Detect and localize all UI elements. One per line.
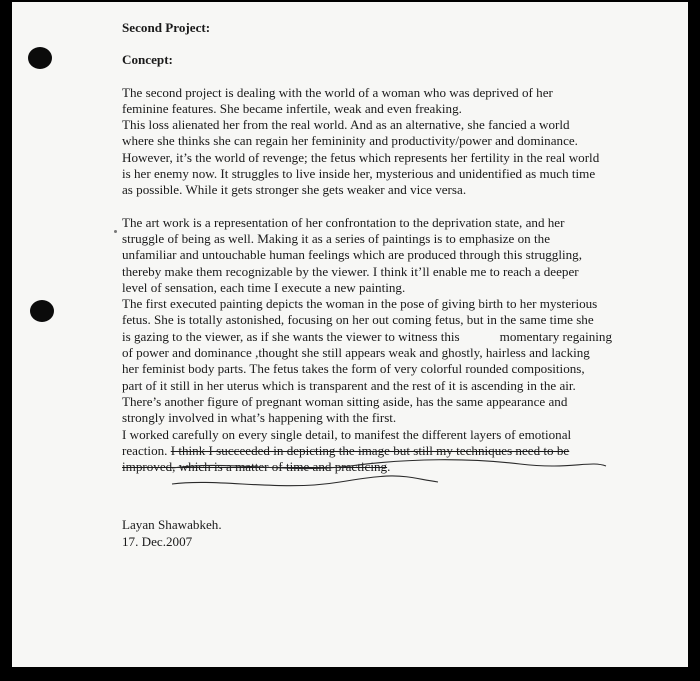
text-line: unfamiliar and untouchable human feelings which are produced through this struggling, [122, 247, 582, 263]
text-line: struggle of being as well. Making it as a series of paintings is to emphasize on the [122, 230, 551, 246]
signature-date: 17. Dec.2007 [122, 533, 193, 549]
text-line: fetus. She is totally astonished, focusing on her out coming fetus, but in the same time she [122, 312, 594, 328]
text-line: I worked carefully on every single detail, to manifest the different layers of emotional [122, 426, 572, 442]
text-line: where she thinks she can regain her femininity and productivity/power and dominance. [122, 133, 578, 149]
text-line-gazing [122, 329, 622, 345]
signature-name: Layan Shawabkeh. [122, 517, 222, 533]
paper-speck [114, 230, 117, 233]
text-segment: . [387, 459, 391, 475]
text-line: of power and dominance ,thought she still appears weak and ghostly, hairless and lacking [122, 345, 590, 361]
text-line: The art work is a representation of her confrontation to the deprivation state, and her [122, 214, 565, 230]
text-line: her feminist body parts. The fetus takes the form of very colorful rounded compositions, [122, 361, 585, 377]
text-segment: momentary regaining [499, 328, 613, 344]
text-line: This loss alienated her from the real world. And as an alternative, she fancied a world [122, 117, 570, 133]
text-line: There’s another figure of pregnant woman sitting aside, has the same appearance and [122, 393, 568, 409]
text-line: The second project is dealing with the world of a woman who was deprived of her [122, 84, 553, 100]
text-line: level of sensation, each time I execute a new painting. [122, 279, 406, 295]
text-line: thereby make them recognizable by the viewer. I think it’ll enable me to reach a deeper [122, 263, 579, 279]
text-line: part of it still in her uterus which is transparent and the rest of it is ascending in the air. [122, 377, 576, 393]
paragraph-2 [122, 215, 622, 476]
scribble-stroke-1 [172, 460, 606, 469]
punch-hole-middle [30, 300, 54, 322]
paragraph-1 [122, 85, 622, 199]
punch-hole-top [28, 47, 52, 69]
text-segment: reaction. [122, 442, 171, 458]
text-line: However, it’s the world of revenge; the fetus which represents her fertility in the real world [122, 149, 600, 165]
scribble-stroke-2 [172, 476, 438, 486]
text-segment: is gazing to the viewer, as if she wants the viewer to witness this [122, 328, 460, 344]
struck-text: improved, which is a matter of time and practicing [122, 459, 388, 475]
text-line: as possible. While it gets stronger she gets weaker and vice versa. [122, 182, 467, 198]
document-heading: Second Project: [122, 20, 211, 35]
text-line: strongly involved in what’s happening with the first. [122, 410, 397, 426]
text-line: feminine features. She became infertile, weak and even freaking. [122, 100, 462, 116]
document-page [12, 2, 688, 667]
struck-text: I think I succeeded in depicting the image but still my techniques need to be [170, 442, 570, 458]
text-line: is her enemy now. It struggles to live inside her, mysterious and unidentified as much time [122, 166, 596, 182]
handwritten-strikethrough-scribble [170, 452, 610, 496]
concept-heading: Concept: [122, 52, 173, 68]
text-line: The first executed painting depicts the woman in the pose of giving birth to her mysterious [122, 296, 598, 312]
